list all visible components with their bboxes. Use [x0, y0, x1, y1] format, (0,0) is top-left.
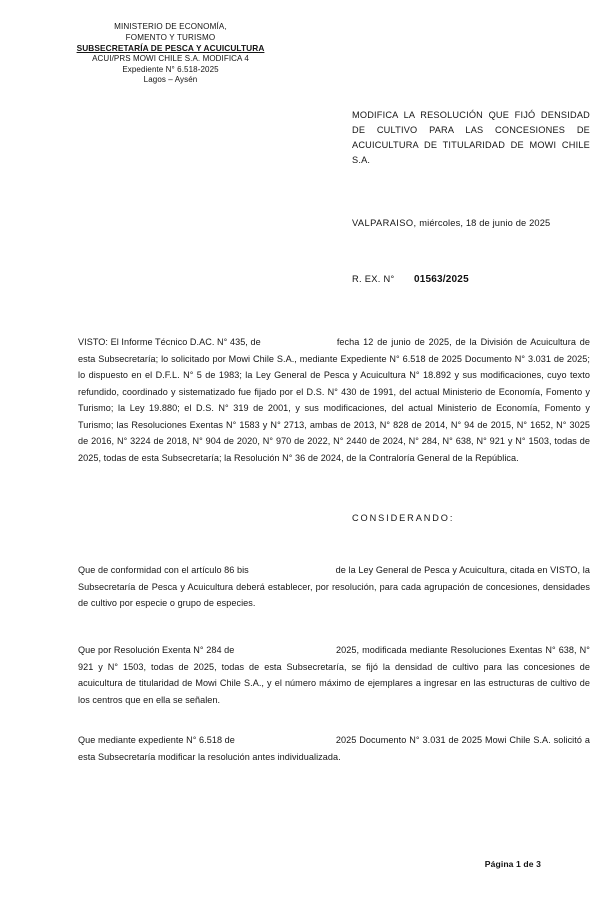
letterhead-expediente: Expediente N° 6.518-2025 — [122, 64, 219, 74]
letterhead-ministry-line2: FOMENTO Y TURISMO — [125, 32, 216, 42]
resolution-number — [352, 274, 592, 285]
considerando-2-lead: Que por Resolución Exenta N° 284 de — [78, 645, 235, 655]
page-footer — [0, 859, 541, 869]
visto-text: fecha 12 de junio de 2025, de la División de Acuicultura de esta Subsecretaría; lo solicitado por Mowi Chile S.A., mediante Expediente N° 6.518 de 2025 Documento N° 3.031 de 2025; lo dispuesto en el D.F.L. N° 5 de 1983; la Ley General de Pesca y Acuicultura N° 18.892 y sus modificaciones, cuyo texto refundido, coordinado y sistematizado fue fijado por el D.S. N° 430 de 1991, del actual Ministerio de Economía, Fomento y Turismo; la Ley 19.880; el D.S. N° 319 de 2001, y sus modificaciones, del actual Ministerio de Economía, Fomento y Turismo; las Resoluciones Exentas N° 1583 y N° 2713, ambas de 2013, N° 828 de 2014, N° 94 de 2015, N° 1652, N° 3025 de 2016, N° 3224 de 2018, N° 904 de 2020, N° 970 de 2022, N° 2440 de 2024, N° 284, N° 638, N° 921 y N° 1503, todas de 2025, todas de esta Subsecretaría; la Resolución N° 36 de 2024, de la Contraloría General de la República. — [78, 337, 590, 463]
considerando-1-lead: Que de conformidad con el artículo 86 bis — [78, 565, 249, 575]
resolution-number-label: R. EX. N° — [352, 274, 395, 284]
considerando-paragraph-2 — [78, 642, 590, 708]
page-number-label: Página 1 de 3 — [484, 859, 541, 869]
document-title: MODIFICA LA RESOLUCIÓN QUE FIJÓ DENSIDAD DE CULTIVO PARA LAS CONCESIONES DE ACUICULTURA DE TITULARIDAD DE MOWI CHILE S.A. — [352, 110, 590, 165]
letterhead-subsecretaria: SUBSECRETARÍA DE PESCA Y ACUICULTURA — [76, 43, 265, 54]
considerando-3-text: 2025 Documento N° 3.031 de 2025 Mowi Chile S.A. solicitó a esta Subsecretaría modificar la resolución antes individualizada. — [78, 735, 590, 762]
place-city: VALPARAISO, — [352, 218, 417, 228]
considerando-paragraph-3 — [78, 732, 590, 765]
considerando-2-text: 2025, modificada mediante Resoluciones Exentas N° 638, N° 921 y N° 1503, todas de 2025, todas de esta Subsecretaría, se fijó la densidad de cultivo para las concesiones de acuicultura de titularidad de Mowi Chile S.A., y el número máximo de ejemplares a ingresar en las estructuras de cultivo de los centros que en ella se señalen. — [78, 645, 590, 705]
letterhead — [58, 22, 283, 86]
considerando-1-text: de la Ley General de Pesca y Acuicultura, citada en VISTO, la Subsecretaría de Pesca y Acuicultura deberá establecer, por resolución, para cada agrupación de concesiones, densidades de cultivo por especie o grupo de especies. — [78, 565, 590, 609]
letterhead-region: Lagos – Aysén — [143, 75, 198, 85]
considerando-paragraph-1 — [78, 562, 590, 612]
resolution-number-value: 01563/2025 — [414, 274, 469, 285]
letterhead-ministry-line1: MINISTERIO DE ECONOMÍA, — [114, 22, 227, 31]
considerando-3-lead: Que mediante expediente N° 6.518 de — [78, 735, 235, 745]
visto-paragraph — [78, 334, 590, 466]
place-date-value: miércoles, 18 de junio de 2025 — [419, 218, 551, 228]
considerando-heading: CONSIDERANDO: — [352, 513, 455, 523]
place-and-date — [352, 218, 592, 228]
visto-lead: VISTO: El Informe Técnico D.AC. N° 435, de — [78, 337, 261, 347]
letterhead-reference-code: ACUI/PRS MOWI CHILE S.A. MODIFICA 4 — [92, 54, 249, 64]
